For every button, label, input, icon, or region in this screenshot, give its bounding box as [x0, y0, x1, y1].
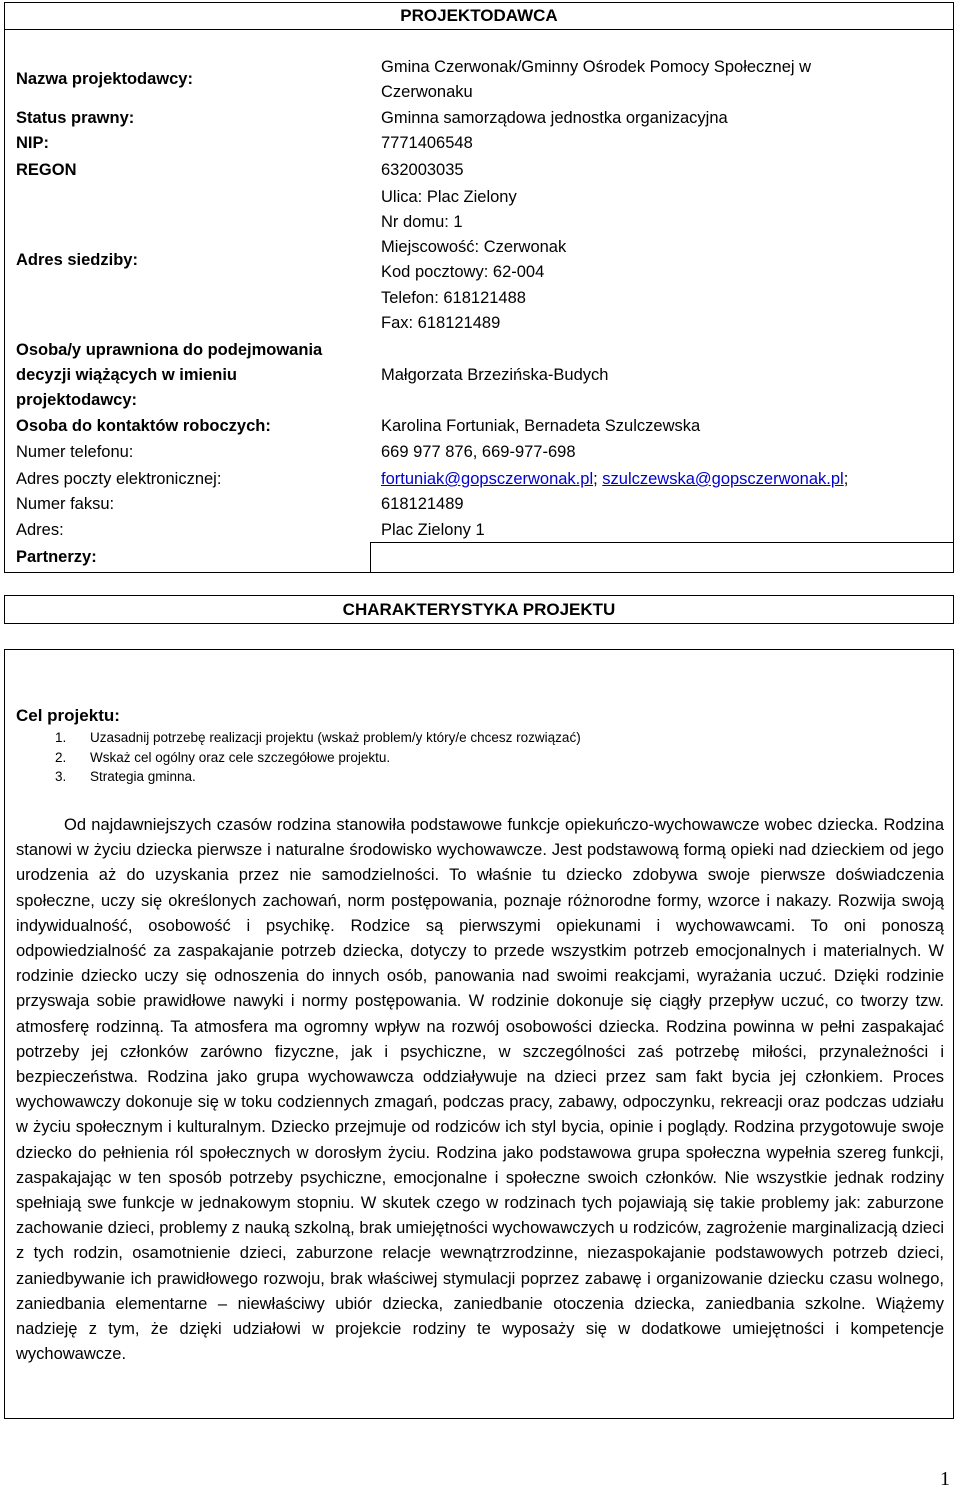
cel-projektu-label: Cel projektu: — [16, 706, 120, 725]
address-line: Miejscowość: Czerwonak — [381, 238, 567, 256]
email-end: ; — [843, 470, 849, 488]
email-link-fortuniak[interactable]: fortuniak@gopsczerwonak.pl — [381, 470, 594, 488]
contact-label: Osoba do kontaktów roboczych: — [16, 417, 271, 435]
nip-label: NIP: — [16, 134, 49, 152]
address-line: Fax: 618121489 — [381, 314, 501, 332]
phone-value: 669 977 876, 669-977-698 — [381, 443, 576, 461]
email-link-szulczewska[interactable]: szulczewska@gopsczerwonak.pl — [602, 470, 844, 488]
header-title: PROJEKTODAWCA — [400, 6, 558, 25]
page-number: 1 — [940, 1468, 950, 1490]
email-separator: ; — [593, 470, 603, 488]
regon-label: REGON — [16, 161, 77, 179]
section-title: CHARAKTERYSTYKA PROJEKTU — [342, 599, 616, 619]
status-value: Gminna samorządowa jednostka organizacyjna — [381, 109, 728, 127]
email-label: Adres poczty elektronicznej: — [16, 470, 222, 488]
project-description-paragraph: Od najdawniejszych czasów rodzina stanowiła podstawowe funkcje opiekuńczo-wychowawcze wobec dziecka. Rodzina stanowi w życiu dziecka pierwsze i naturalne środowisko wychowawcze. Jest podstawową formą opieki nad dzieckiem od jego urodzenia aż do uzyskania przez nie samodzielności. To właśnie tu dziecko zdobywa swoje pierwsze doświadczenia społeczne, uczy się określonych zachowań, norm postępowania, poznaje różnorodne formy, wzorce i nakazy. Rozwija swoją indywidualność, osobowość i psychikę. Rodzice są pierwszymi opiekunami i wychowawcami. To oni ponoszą odpowiedzialność za zaspakajanie potrzeb dziecka, dotyczy to przede wszystkim potrzeb emocjonalnych i materialnych. W rodzinie dziecko uczy się odnoszenia do innych osób, panowania nad swoimi reakcjami, wyrażania uczuć. Dzięki rodzinie przyswaja sobie prawidłowe nawyki i normy postępowania. W rodzinie dokonuje się ciągły przepływ uczuć, co tworzy tzw. atmosferę rodzinną. Ta atmosfera ma ogromny wpływ na rozwój osobowości dziecka. Rodzina powinna w pełni zaspakajać potrzeby jej członków zarówno fizyczne, jak i psychiczne, w szczególności zaś potrzebę miłości, przynależności i bezpieczeństwa. Rodzina jako grupa wychowawcza oddziaływuje na dzieci przez sam fakt bycia jej członkiem. Proces wychowawczy dokonuje się w toku codziennych zmagań, podczas pracy, zabawy, odpoczynku, rekreacji oraz podczas udziału w życiu społecznym i kulturalnym. Dziecko przejmuje od rodziców ich styl bycia, opinie i poglądy. Rodzina przygotowuje swoje dziecko do pełnienia ról społecznych w dorosłym życiu. Rodzina jako podstawowa grupa społeczna wypełnia szereg funkcji, zaspakajając w ten sposób potrzeby psychiczne, emocjonalne i społeczne swoich członków. Nie wszystkie jednak rodziny spełniają swe funkcje w jednakowym stopniu. W skutek czego w rodzinach tych pojawiają się takie problemy jak: zaburzone zachowanie dzieci, problemy z nauką szkolną, brak umiejętności wychowawczych u rodziców, zagrożenie marginalizacją dzieci z tych rodzin, osamotnienie dzieci, zaburzone relacje wewnątrzrodzinne, niezaspokajanie podstawowych potrzeb dzieci, zaniedbywanie ich prawidłowego rozwoju, brak właściwej stymulacji poprzez zabawę i organizowanie dziecku czasu wolnego, zaniedbania elementarne – niewłaściwy ubiór dziecka, zaniedbanie otoczenia dziecka, zaniedbania szkolne. Wiążemy nadzieję z tym, że dzięki udziałowi w projekcie rodziny te wyposaży się w dodatkowe umiejętności i kompetencje wychowawcze. — [16, 816, 944, 1364]
fax-label: Numer faksu: — [16, 495, 115, 513]
auth-label-line: decyzji wiążących w imieniu — [16, 366, 238, 384]
instruction-list — [55, 728, 581, 787]
status-label: Status prawny: — [16, 109, 135, 127]
addr-label: Adres: — [16, 521, 64, 539]
address-line: Nr domu: 1 — [381, 213, 463, 231]
regon-value: 632003035 — [381, 161, 464, 179]
auth-value: Małgorzata Brzezińska-Budych — [381, 366, 609, 384]
partners-label: Partnerzy: — [16, 548, 97, 566]
header-projektodawca — [4, 2, 954, 30]
name-value-2: Czerwonaku — [381, 83, 473, 101]
name-label: Nazwa projektodawcy: — [16, 70, 193, 88]
list-item: 3. Strategia gminna. — [55, 769, 196, 784]
auth-label-line: Osoba/y uprawniona do podejmowania — [16, 341, 323, 359]
fax-value: 618121489 — [381, 495, 464, 513]
name-value-1: Gmina Czerwonak/Gminny Ośrodek Pomocy Społecznej w — [381, 58, 812, 76]
list-item: 1. Uzasadnij potrzebę realizacji projektu (wskaż problem/y który/e chcesz rozwiązać) — [55, 730, 581, 745]
address-line: Kod pocztowy: 62-004 — [381, 263, 545, 281]
auth-label-line: projektodawcy: — [16, 391, 138, 409]
section-charakterystyka — [4, 595, 954, 624]
list-item: 2. Wskaż cel ogólny oraz cele szczegółowe projektu. — [55, 749, 391, 765]
email-values — [381, 467, 848, 492]
addr-value: Plac Zielony 1 — [381, 521, 485, 539]
projektodawca-info-table — [4, 30, 954, 573]
address-line: Telefon: 618121488 — [381, 289, 526, 307]
address-label: Adres siedziby: — [16, 251, 138, 269]
project-content-box — [4, 649, 954, 1419]
nip-value: 7771406548 — [381, 134, 473, 152]
address-line: Ulica: Plac Zielony — [381, 188, 517, 206]
phone-label: Numer telefonu: — [16, 443, 134, 461]
partners-cell-divider — [370, 542, 371, 573]
contact-value: Karolina Fortuniak, Bernadeta Szulczewska — [381, 417, 701, 435]
